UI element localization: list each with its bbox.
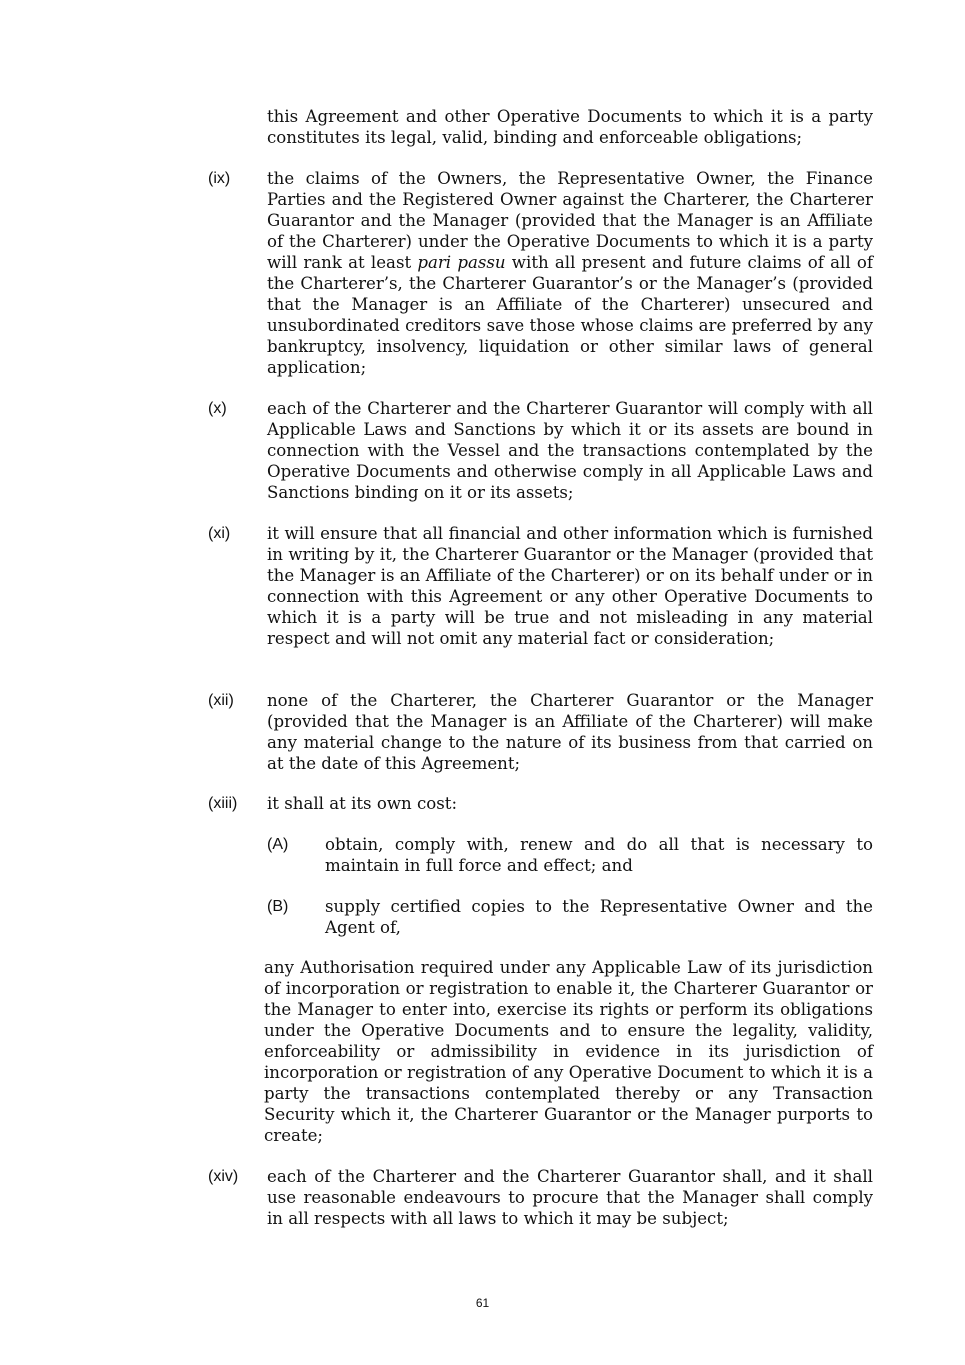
item-text-ix-italic: pari passu [417,253,506,272]
item-number-xii: (xii) [208,692,234,709]
subitem-number-a: (A) [267,836,289,853]
item-text-x: each of the Charterer and the Charterer Guarantor will comply with all Applicable Laws and Sanctions by which it or its assets are bound in connection with the Vessel and the transactions contemplated by the Operative Documents and otherwise comply in all Applicable Laws and Sanctions binding on it or its assets; [267,399,873,502]
item-text-xii: none of the Charterer, the Charterer Guarantor or the Manager (provided that the Manager is an Affiliate of the Charterer) will make any material change to the nature of its business from that carried on at the date of this Agreement; [267,691,873,773]
subitem-text-a: obtain, comply with, renew and do all that is necessary to maintain in full force and effect; and [325,835,873,875]
page-number: 61 [475,1296,490,1310]
item-xiii-tail: any Authorisation required under any Applicable Law of its jurisdiction of incorporation or registration to enable it, the Charterer Guarantor or the Manager to enter into, exercise its rights or perform its obligations under the Operative Documents and to ensure the legality, validity, enforceability or admissibility in evidence in its jurisdiction of incorporation or registration of any Operative Document to which it is a party the transactions contemplated thereby or any Transaction Security which it, the Charterer Guarantor or the Manager purports to create; [264,958,873,1145]
item-text-ix-after: with all present and future claims of all of the Charterer’s, the Charterer Guarantor’s or the Manager’s (provided that the Manager is an Affiliate of the Charterer) unsecured and unsubordinated creditors save those whose claims are preferred by any bankruptcy, insolvency, liquidation or other similar laws of general application; [267,253,873,377]
subitem-text-b: supply certified copies to the Representative Owner and the Agent of, [325,897,873,937]
subitem-number-b: (B) [267,898,289,915]
item-number-ix: (ix) [208,170,231,187]
item-number-xiv: (xiv) [208,1168,239,1185]
item-text-xi: it will ensure that all financial and other information which is furnished in writing by it, the Charterer Guarantor or the Manager (provided that the Manager is an Affiliate of the Charterer) or on its behalf under or in connection with this Agreement or any other Operative Documents to which it is a party will be true and not misleading in any material respect and will not omit any material fact or consideration; [267,524,873,648]
item-number-xiii: (xiii) [208,795,238,812]
item-text-ix-before: the claims of the Owners, the Representative Owner, the Finance Parties and the Registered Owner against the Charterer, the Charterer Guarantor and the Manager (provided that the Manager is an Affiliate of the Charterer) under the Operative Documents to which it is a party will rank at least [267,169,873,272]
item-number-x: (x) [208,400,227,417]
item-number-xi: (xi) [208,525,231,542]
continuation-paragraph: this Agreement and other Operative Documents to which it is a party constitutes its legal, valid, binding and enforceable obligations; [267,107,873,147]
item-text-xiii: it shall at its own cost: [267,794,458,813]
item-text-ix [267,168,873,378]
item-text-xiv: each of the Charterer and the Charterer Guarantor shall, and it shall use reasonable endeavours to procure that the Manager shall comply in all respects with all laws to which it may be subject; [267,1167,873,1228]
